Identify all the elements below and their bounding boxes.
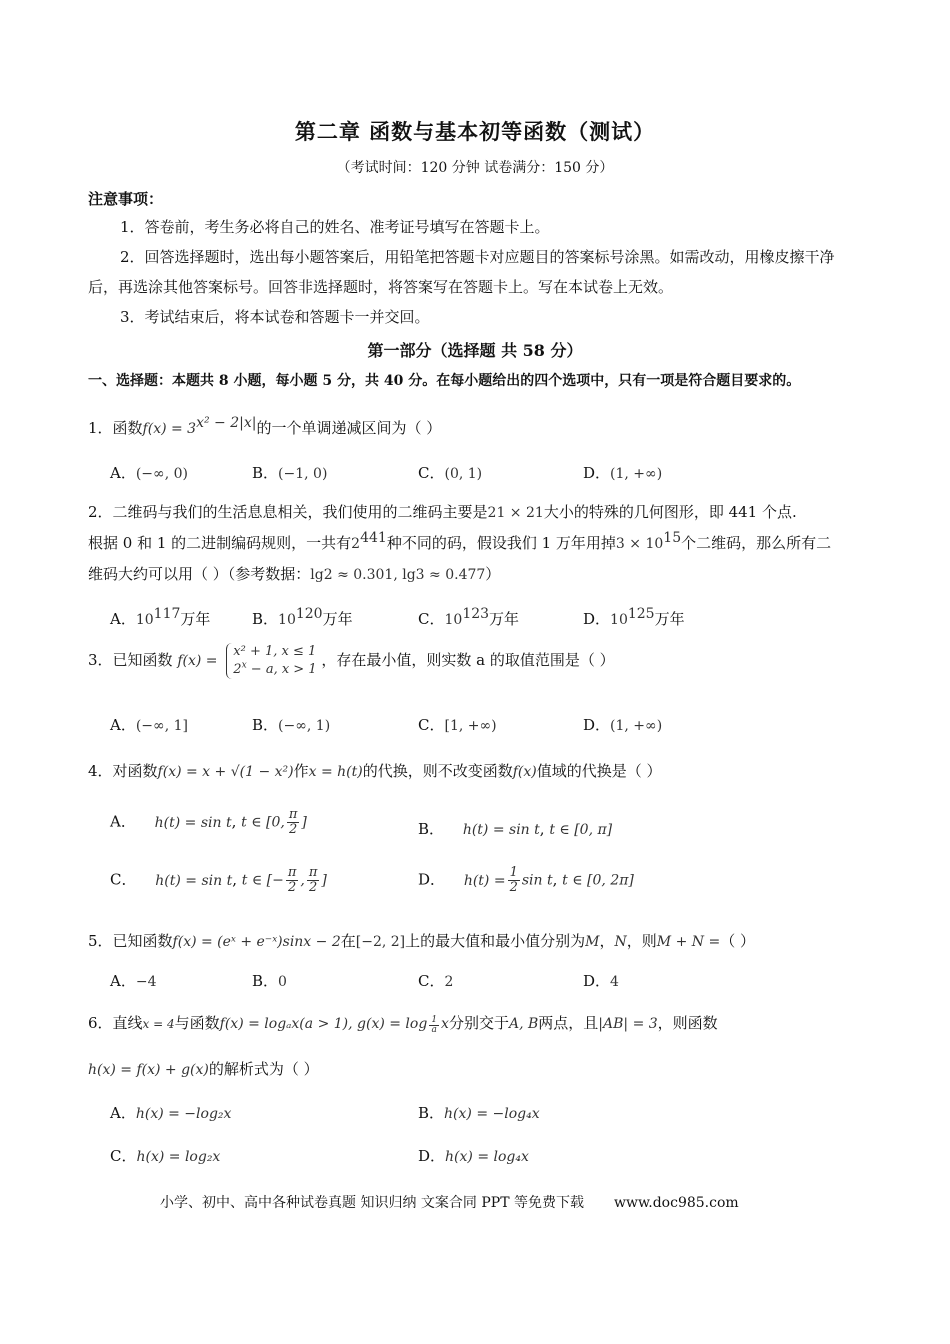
- q2-option-d-unit: 万年: [654, 610, 685, 628]
- q6-option-d[interactable]: D．h(x) = log₄x: [418, 1147, 529, 1165]
- page-title: 第二章 函数与基本初等函数（测试）: [294, 120, 656, 144]
- question-2: 2．二维码与我们的生活息息相关，我们使用的二维码主要是21 × 21大小的特殊的几何图形，即 441 个点. 根据 0 和 1 的二进制编码规则，一共有$2^{441}$种不同的码，假设我们 1 万年用掉$3 \times 10^{15}$个二维码，那么所有二 维码大约可以用（ ）（参考数据：lg2 ≈ 0.301, lg3 ≈ 0.477）: [88, 503, 832, 583]
- footer-text: 小学、初中、高中各种试卷真题 知识归纳 文案合同 PPT 等免费下载: [160, 1195, 584, 1211]
- q1-option-a[interactable]: A．(−∞, 0): [110, 464, 188, 482]
- q1-function: f(x) = 3: [142, 421, 197, 437]
- q1-option-b[interactable]: B．(−1, 0): [252, 464, 328, 482]
- notice-heading: 注意事项：: [88, 190, 164, 208]
- section-heading: 一、选择题：本题共 8 小题，每小题 5 分，共 40 分。在每小题给出的四个选项中，只有一项是符合题目要求的。: [88, 373, 801, 389]
- q2-option-b-unit: 万年: [322, 610, 353, 628]
- q6-option-a[interactable]: A．h(x) = −log₂x: [110, 1104, 232, 1122]
- q3-option-b[interactable]: B．(−∞, 1): [252, 716, 331, 734]
- question-6-line-2: h(x) = f(x) + g(x)的解析式为（ ）: [88, 1060, 319, 1078]
- q2-option-d[interactable]: D．$10^{125}$万年: [583, 606, 685, 628]
- notice-item-2: 2．回答选择题时，选出每小题答案后，用铅笔把答题卡对应题目的答案标号涂黑。如需改动，用橡皮擦干净后，再选涂其他答案标号。回答非选择题时，将答案写在答题卡上。写在本试卷上无效。: [88, 248, 835, 296]
- q1-option-d[interactable]: D．(1, +∞): [583, 464, 663, 482]
- notice-item-3: 3．考试结束后，将本试卷和答题卡一并交回。: [120, 308, 430, 326]
- q3-option-c[interactable]: C．[1, +∞): [418, 716, 497, 734]
- question-1: 1．函数$f(x) = 3^{x^2 - 2|x|}$的一个单调递减区间为（ ）: [88, 415, 442, 437]
- q2-option-c[interactable]: C．$10^{123}$万年: [418, 606, 520, 628]
- q4-option-d[interactable]: D． h(t) = $\frac{1}{2}$ sin t, t ∈ [0, 2π]: [418, 865, 634, 895]
- q3-piecewise: x² + 1, x ≤ 1 $2^x - a$, x > 1: [226, 643, 316, 679]
- q4-option-a[interactable]: A． h(t) = sin t, t ∈ [0, $\frac{\pi}{2}$ ]: [110, 807, 307, 837]
- q6-option-c[interactable]: C．h(x) = log₂x: [110, 1147, 221, 1165]
- q5-option-c[interactable]: C．2: [418, 972, 454, 990]
- exam-info: （考试时间：120 分钟 试卷满分：150 分）: [336, 160, 614, 176]
- question-6: 6．直线x = 4与函数f(x) = logₐx(a > 1), g(x) = log $\frac{1}{a}$ x分别交于A, B两点，且|AB| = 3，则函数: [88, 1014, 718, 1035]
- q2-option-a-unit: 万年: [180, 610, 211, 628]
- q3-option-d[interactable]: D．(1, +∞): [583, 716, 663, 734]
- q6-option-b[interactable]: B．h(x) = −log₄x: [418, 1104, 540, 1122]
- q4-option-c[interactable]: C． h(t) = sin t, t ∈ [− $\frac{\pi}{2}$ , $\frac{\pi}{2}$ ]: [110, 865, 327, 895]
- q2-option-a[interactable]: A．$10^{117}$万年: [110, 606, 211, 628]
- footer-url[interactable]: www.doc985.com: [613, 1195, 739, 1211]
- part-heading: 第一部分（选择题 共 58 分）: [367, 341, 583, 360]
- q2-option-c-unit: 万年: [489, 610, 520, 628]
- q2-option-b[interactable]: B．$10^{120}$万年: [252, 606, 353, 628]
- q4-option-b[interactable]: B． h(t) = sin t, t ∈ [0, π]: [418, 820, 613, 838]
- question-5: 5．已知函数f(x) = (eˣ + e⁻ˣ)sinx − 2在[−2, 2]上的最大值和最小值分别为M，N，则M + N =（ ）: [88, 932, 755, 950]
- q3-option-a[interactable]: A．(−∞, 1]: [110, 716, 188, 734]
- notice-item-1: 1．答卷前，考生务必将自己的姓名、准考证号填写在答题卡上。: [120, 218, 550, 236]
- q5-option-d[interactable]: D．4: [583, 972, 619, 990]
- page-footer: [160, 1192, 739, 1212]
- q1-option-c[interactable]: C．(0, 1): [418, 464, 483, 482]
- question-4: 4．对函数f(x) = x + √(1 − x²)作x = h(t)的代换，则不改变函数f(x)值域的代换是（ ）: [88, 762, 662, 780]
- q5-option-b[interactable]: B．0: [252, 972, 287, 990]
- question-3: 3．已知函数 f(x) = x² + 1, x ≤ 1 $2^x - a$, x > 1 ，存在最小值，则实数 a 的取值范围是（ ）: [88, 644, 615, 677]
- q5-option-a[interactable]: A．−4: [110, 972, 157, 990]
